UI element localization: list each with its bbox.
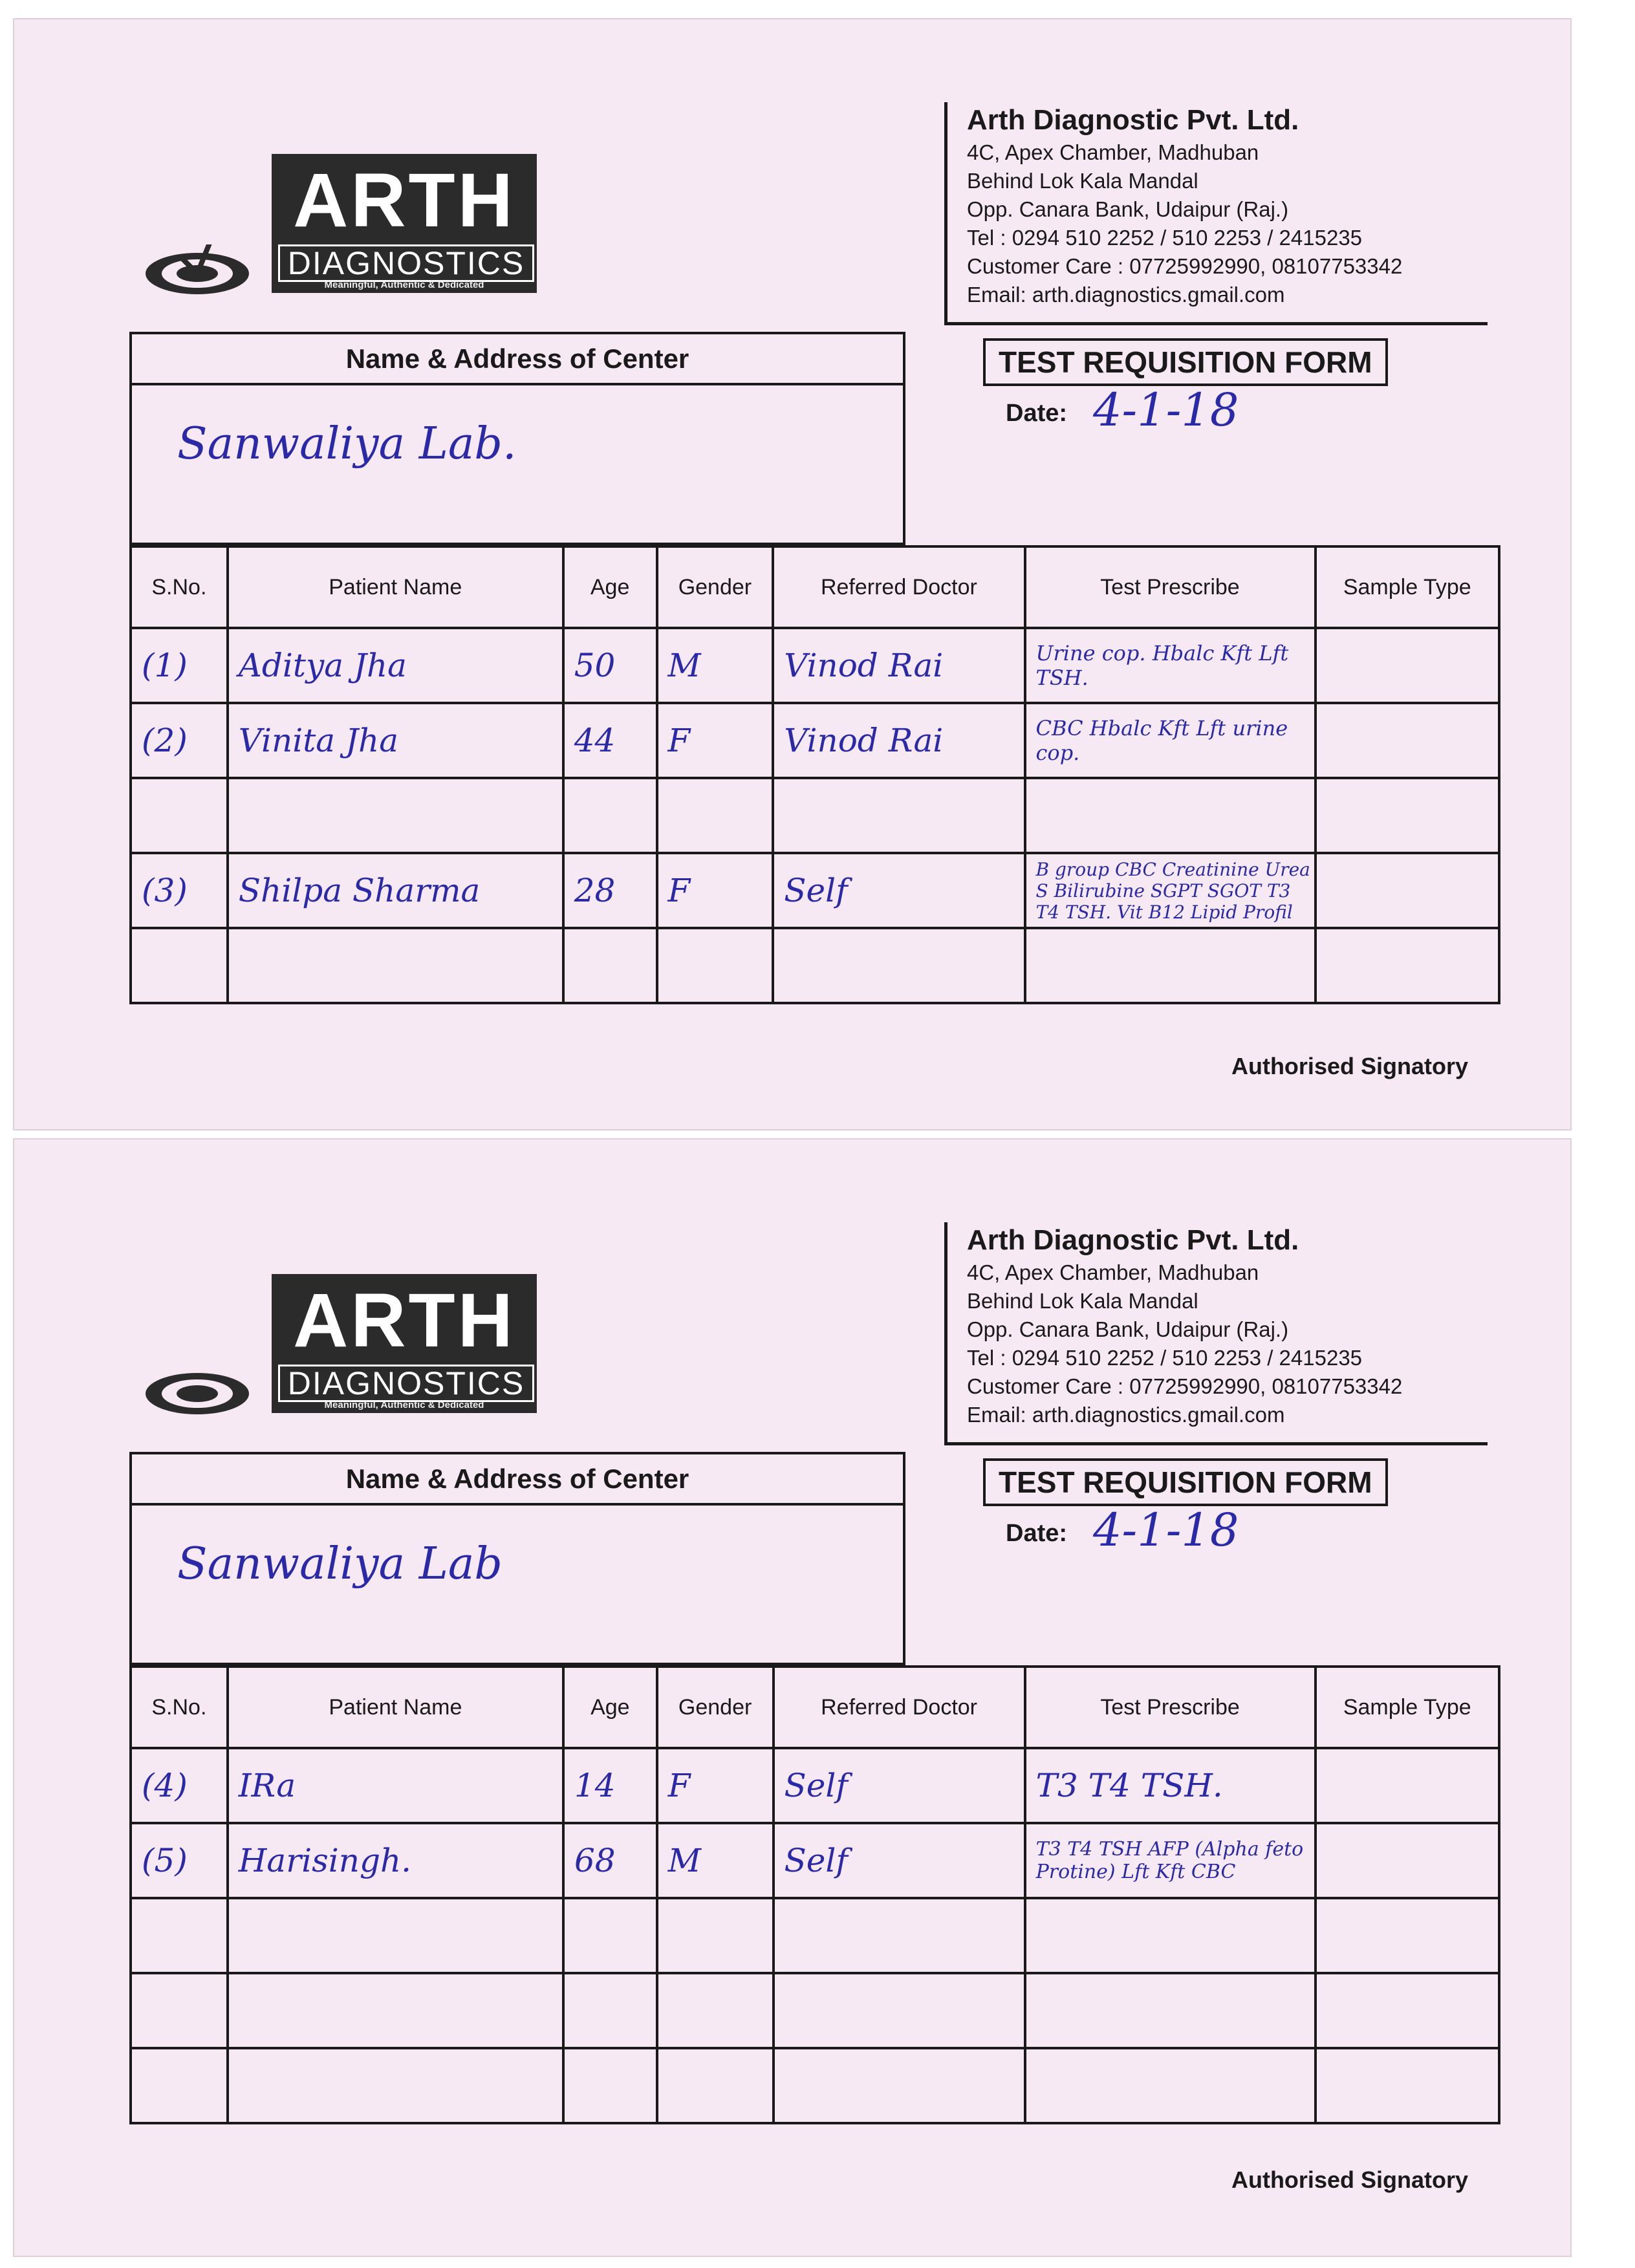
patient-name-cell: [228, 2048, 563, 2123]
center-header: Name & Address of Center: [132, 334, 903, 385]
doctor-cell: Vinod Rai: [773, 703, 1024, 778]
email: Email: arth.diagnostics.gmail.com: [967, 1403, 1285, 1427]
center-header: Name & Address of Center: [132, 1454, 903, 1506]
table-row: [131, 2048, 1499, 2123]
gender-cell: [657, 928, 774, 1003]
address-line-1: 4C, Apex Chamber, Madhuban: [967, 140, 1259, 164]
center-address-box: [129, 332, 905, 545]
telephone: Tel : 0294 510 2252 / 510 2253 / 2415235: [967, 1346, 1363, 1370]
table-row: [131, 628, 1499, 703]
age-cell: 44: [563, 703, 657, 778]
logo-tagline: Meaningful, Authentic & Dedicated: [324, 1399, 484, 1410]
header-divider: [944, 1442, 1488, 1445]
requisition-form-1: [13, 18, 1572, 1130]
company-info: [944, 102, 1513, 322]
test-cell: [1025, 1973, 1316, 2048]
test-cell: [1025, 1898, 1316, 1973]
patient-name-cell: Vinita Jha: [228, 703, 563, 778]
sno-cell: (5): [131, 1823, 228, 1898]
company-name: Arth Diagnostic Pvt. Ltd.: [967, 104, 1299, 136]
authorised-signatory: Authorised Signatory: [1231, 2166, 1468, 2193]
patient-name-cell: IRa: [228, 1748, 563, 1823]
email: Email: arth.diagnostics.gmail.com: [967, 283, 1285, 307]
test-cell: Urine cop. Hbalc Kft Lft TSH.: [1025, 628, 1316, 703]
doctor-cell: [773, 928, 1024, 1003]
doctor-cell: Self: [774, 1823, 1025, 1898]
header-divider: [944, 322, 1488, 325]
column-header: Test Prescribe: [1025, 546, 1316, 628]
doctor-cell: Self: [773, 853, 1024, 928]
sno-cell: (3): [131, 853, 228, 928]
age-cell: 14: [563, 1748, 657, 1823]
sample-type-cell: [1316, 1973, 1499, 2048]
table-header-row: [131, 546, 1499, 628]
sno-cell: (2): [131, 703, 228, 778]
column-header: Patient Name: [228, 546, 563, 628]
gender-cell: [657, 2048, 774, 2123]
form-title: TEST REQUISITION FORM: [983, 1458, 1388, 1506]
sno-cell: (4): [131, 1748, 228, 1823]
test-cell: [1025, 2048, 1316, 2123]
doctor-cell: [774, 2048, 1025, 2123]
date-value: 4-1-18: [1093, 1504, 1239, 1557]
test-cell: T3 T4 TSH AFP (Alpha feto Protine) Lft Kft CBC: [1025, 1823, 1316, 1898]
gender-cell: F: [657, 1748, 774, 1823]
form-title: TEST REQUISITION FORM: [983, 338, 1388, 386]
date-label: Date:: [1006, 1520, 1068, 1547]
table-row: [131, 703, 1499, 778]
patient-table: [129, 1665, 1500, 2124]
column-header: Age: [563, 1667, 657, 1748]
sample-type-cell: [1316, 778, 1499, 853]
column-header: S.No.: [131, 546, 228, 628]
doctor-cell: [773, 778, 1024, 853]
sno-cell: [131, 1973, 228, 2048]
sample-type-cell: [1316, 2048, 1499, 2123]
patient-name-cell: Shilpa Sharma: [228, 853, 563, 928]
test-cell: B group CBC Creatinine Urea S Bilirubine SGPT SGOT T3 T4 TSH. Vit B12 Lipid Profil: [1025, 853, 1316, 928]
column-header: Gender: [657, 546, 774, 628]
logo-main-text: ARTH: [293, 1278, 515, 1363]
column-header: Sample Type: [1316, 546, 1499, 628]
patient-name-cell: [228, 1898, 563, 1973]
gender-cell: [657, 1898, 774, 1973]
patient-name-cell: Harisingh.: [228, 1823, 563, 1898]
test-cell: [1025, 928, 1316, 1003]
table-header-row: [131, 1667, 1499, 1748]
gender-cell: M: [657, 628, 774, 703]
gender-cell: M: [657, 1823, 774, 1898]
table-row: [131, 1748, 1499, 1823]
arth-logo: [129, 141, 543, 309]
arth-logo: [129, 1261, 543, 1429]
age-cell: 50: [563, 628, 657, 703]
column-header: Referred Doctor: [773, 546, 1024, 628]
sno-cell: [131, 928, 228, 1003]
table-row: [131, 1898, 1499, 1973]
sample-type-cell: [1316, 628, 1499, 703]
patient-name-cell: [228, 1973, 563, 2048]
age-cell: [563, 1973, 657, 2048]
test-cell: [1025, 778, 1316, 853]
column-header: S.No.: [131, 1667, 228, 1748]
sample-type-cell: [1316, 853, 1499, 928]
doctor-cell: Self: [774, 1748, 1025, 1823]
sample-type-cell: [1316, 928, 1499, 1003]
doctor-cell: Vinod Rai: [773, 628, 1024, 703]
authorised-signatory: Authorised Signatory: [1231, 1053, 1468, 1079]
sno-cell: [131, 778, 228, 853]
gender-cell: F: [657, 853, 774, 928]
address-line-2: Behind Lok Kala Mandal: [967, 169, 1198, 193]
table-row: [131, 928, 1499, 1003]
table-row: [131, 1823, 1499, 1898]
age-cell: 68: [563, 1823, 657, 1898]
telephone: Tel : 0294 510 2252 / 510 2253 / 2415235: [967, 226, 1363, 250]
address-line-3: Opp. Canara Bank, Udaipur (Raj.): [967, 197, 1289, 221]
sample-type-cell: [1316, 703, 1499, 778]
target-icon: [142, 1365, 252, 1416]
logo-main-text: ARTH: [293, 158, 515, 243]
column-header: Gender: [657, 1667, 774, 1748]
test-cell: T3 T4 TSH.: [1025, 1748, 1316, 1823]
company-name: Arth Diagnostic Pvt. Ltd.: [967, 1224, 1299, 1256]
requisition-form-2: [13, 1138, 1572, 2257]
customer-care: Customer Care : 07725992990, 08107753342: [967, 1374, 1403, 1398]
sample-type-cell: [1316, 1748, 1499, 1823]
address-line-3: Opp. Canara Bank, Udaipur (Raj.): [967, 1317, 1289, 1341]
age-cell: [563, 778, 657, 853]
patient-table: [129, 545, 1500, 1004]
center-name: Sanwaliya Lab.: [177, 418, 517, 470]
column-header: Test Prescribe: [1025, 1667, 1316, 1748]
sno-cell: [131, 2048, 228, 2123]
table-row: [131, 1973, 1499, 2048]
test-cell: CBC Hbalc Kft Lft urine cop.: [1025, 703, 1316, 778]
gender-cell: [657, 778, 774, 853]
sno-cell: (1): [131, 628, 228, 703]
column-header: Patient Name: [228, 1667, 563, 1748]
date-label: Date:: [1006, 400, 1068, 427]
gender-cell: [657, 1973, 774, 2048]
center-address-box: [129, 1452, 905, 1665]
customer-care: Customer Care : 07725992990, 08107753342: [967, 254, 1403, 278]
sno-cell: [131, 1898, 228, 1973]
center-name: Sanwaliya Lab: [177, 1539, 503, 1590]
age-cell: [563, 2048, 657, 2123]
sample-type-cell: [1316, 1898, 1499, 1973]
sample-type-cell: [1316, 1823, 1499, 1898]
logo-sub-text: DIAGNOSTICS: [278, 244, 534, 282]
table-row: [131, 778, 1499, 853]
logo-tagline: Meaningful, Authentic & Dedicated: [324, 279, 484, 290]
date-value: 4-1-18: [1093, 383, 1239, 437]
doctor-cell: [774, 1973, 1025, 2048]
table-row: [131, 853, 1499, 928]
column-header: Sample Type: [1316, 1667, 1499, 1748]
age-cell: 28: [563, 853, 657, 928]
column-header: Referred Doctor: [774, 1667, 1025, 1748]
column-header: Age: [563, 546, 657, 628]
company-info: [944, 1222, 1513, 1442]
patient-name-cell: Aditya Jha: [228, 628, 563, 703]
patient-name-cell: [228, 778, 563, 853]
age-cell: [563, 928, 657, 1003]
target-icon: [142, 244, 252, 296]
age-cell: [563, 1898, 657, 1973]
patient-name-cell: [228, 928, 563, 1003]
doctor-cell: [774, 1898, 1025, 1973]
gender-cell: F: [657, 703, 774, 778]
address-line-2: Behind Lok Kala Mandal: [967, 1289, 1198, 1313]
address-line-1: 4C, Apex Chamber, Madhuban: [967, 1260, 1259, 1284]
logo-sub-text: DIAGNOSTICS: [278, 1365, 534, 1402]
